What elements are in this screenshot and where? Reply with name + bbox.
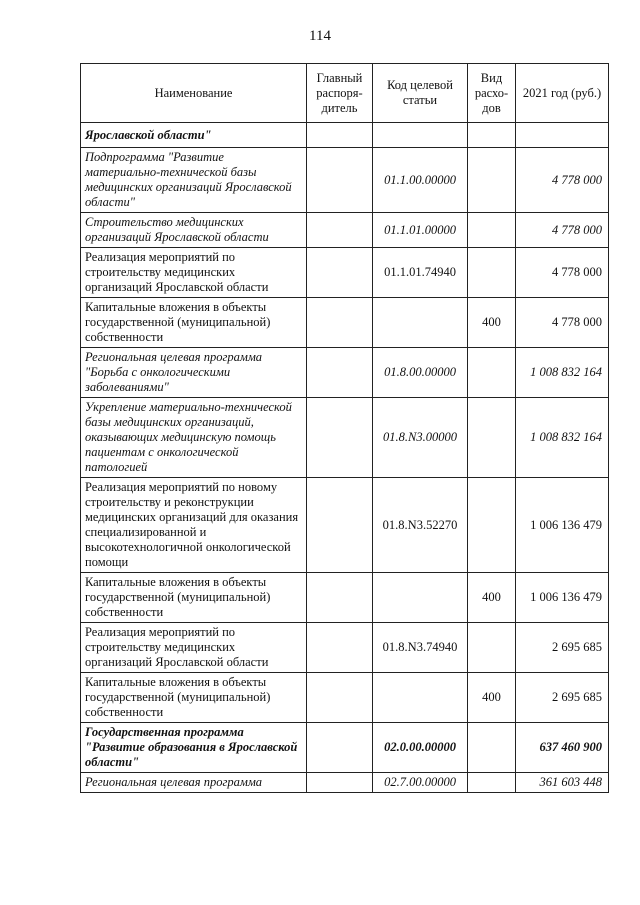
cell-type (468, 478, 516, 573)
cell-admin (307, 123, 373, 148)
table-row (81, 298, 609, 348)
cell-amount: 4 778 000 (516, 298, 609, 348)
cell-amount: 4 778 000 (516, 213, 609, 248)
cell-code: 01.8.00.00000 (373, 348, 468, 398)
header-admin: Главный распоря-дитель (307, 64, 373, 123)
cell-type (468, 348, 516, 398)
cell-code: 01.1.01.00000 (373, 213, 468, 248)
cell-admin (307, 298, 373, 348)
cell-code: 01.1.00.00000 (373, 148, 468, 213)
budget-table (80, 63, 609, 793)
cell-code: 01.1.01.74940 (373, 248, 468, 298)
cell-amount (516, 123, 609, 148)
page-number: 114 (309, 28, 331, 44)
cell-type (468, 723, 516, 773)
table-row (81, 478, 609, 573)
table-row (81, 248, 609, 298)
cell-name: Капитальные вложения в объекты государственной (муниципальной) собственности (81, 573, 307, 623)
header-code: Код целевой статьи (373, 64, 468, 123)
cell-admin (307, 673, 373, 723)
cell-type: 400 (468, 298, 516, 348)
cell-code: 01.8.N3.00000 (373, 398, 468, 478)
table-body (81, 123, 609, 793)
cell-amount: 361 603 448 (516, 773, 609, 793)
table-row (81, 123, 609, 148)
table-row (81, 623, 609, 673)
cell-name: Региональная целевая программа (81, 773, 307, 793)
cell-name: Реализация мероприятий по строительству медицинских организаций Ярославской области (81, 248, 307, 298)
cell-name: Реализация мероприятий по строительству медицинских организаций Ярославской области (81, 623, 307, 673)
cell-code (373, 673, 468, 723)
cell-code (373, 123, 468, 148)
cell-type (468, 148, 516, 213)
header-type: Вид расхо-дов (468, 64, 516, 123)
cell-type (468, 123, 516, 148)
cell-name: Укрепление материально-технической базы медицинских организаций, оказывающих медицинскую помощь пациентам с онкологической патологией (81, 398, 307, 478)
cell-type (468, 623, 516, 673)
table-row (81, 573, 609, 623)
cell-type (468, 248, 516, 298)
cell-admin (307, 148, 373, 213)
table-row (81, 213, 609, 248)
cell-code (373, 298, 468, 348)
cell-name: Реализация мероприятий по новому строительству и реконструкции медицинских организаций для оказания специализированной и высокотехнологичной онкологической помощи (81, 478, 307, 573)
cell-code: 01.8.N3.52270 (373, 478, 468, 573)
cell-admin (307, 623, 373, 673)
cell-admin (307, 348, 373, 398)
cell-admin (307, 398, 373, 478)
cell-code: 02.7.00.00000 (373, 773, 468, 793)
cell-amount: 2 695 685 (516, 623, 609, 673)
table-row (81, 723, 609, 773)
cell-name: Строительство медицинских организаций Ярославской области (81, 213, 307, 248)
cell-amount: 1 006 136 479 (516, 573, 609, 623)
table-row (81, 398, 609, 478)
table-row (81, 348, 609, 398)
cell-amount: 1 006 136 479 (516, 478, 609, 573)
cell-name: Подпрограмма "Развитие материально-технической базы медицинских организаций Ярославской области" (81, 148, 307, 213)
cell-type (468, 213, 516, 248)
cell-admin (307, 248, 373, 298)
cell-admin (307, 478, 373, 573)
cell-name: Капитальные вложения в объекты государственной (муниципальной) собственности (81, 298, 307, 348)
cell-amount: 1 008 832 164 (516, 348, 609, 398)
cell-amount: 637 460 900 (516, 723, 609, 773)
cell-code: 01.8.N3.74940 (373, 623, 468, 673)
cell-amount: 4 778 000 (516, 148, 609, 213)
table-row (81, 673, 609, 723)
cell-code (373, 573, 468, 623)
cell-type (468, 398, 516, 478)
cell-name: Региональная целевая программа "Борьба с онкологическими заболеваниями" (81, 348, 307, 398)
cell-admin (307, 773, 373, 793)
table-row (81, 148, 609, 213)
cell-name: Государственная программа "Развитие образования в Ярославской области" (81, 723, 307, 773)
cell-code: 02.0.00.00000 (373, 723, 468, 773)
cell-type: 400 (468, 673, 516, 723)
table-header-row (81, 64, 609, 123)
cell-amount: 4 778 000 (516, 248, 609, 298)
cell-type: 400 (468, 573, 516, 623)
cell-name: Капитальные вложения в объекты государственной (муниципальной) собственности (81, 673, 307, 723)
cell-admin (307, 213, 373, 248)
header-amount: 2021 год (руб.) (516, 64, 609, 123)
table-row (81, 773, 609, 793)
cell-amount: 2 695 685 (516, 673, 609, 723)
cell-type (468, 773, 516, 793)
cell-name: Ярославской области" (81, 123, 307, 148)
cell-admin (307, 723, 373, 773)
header-name: Наименование (81, 64, 307, 123)
cell-admin (307, 573, 373, 623)
cell-amount: 1 008 832 164 (516, 398, 609, 478)
